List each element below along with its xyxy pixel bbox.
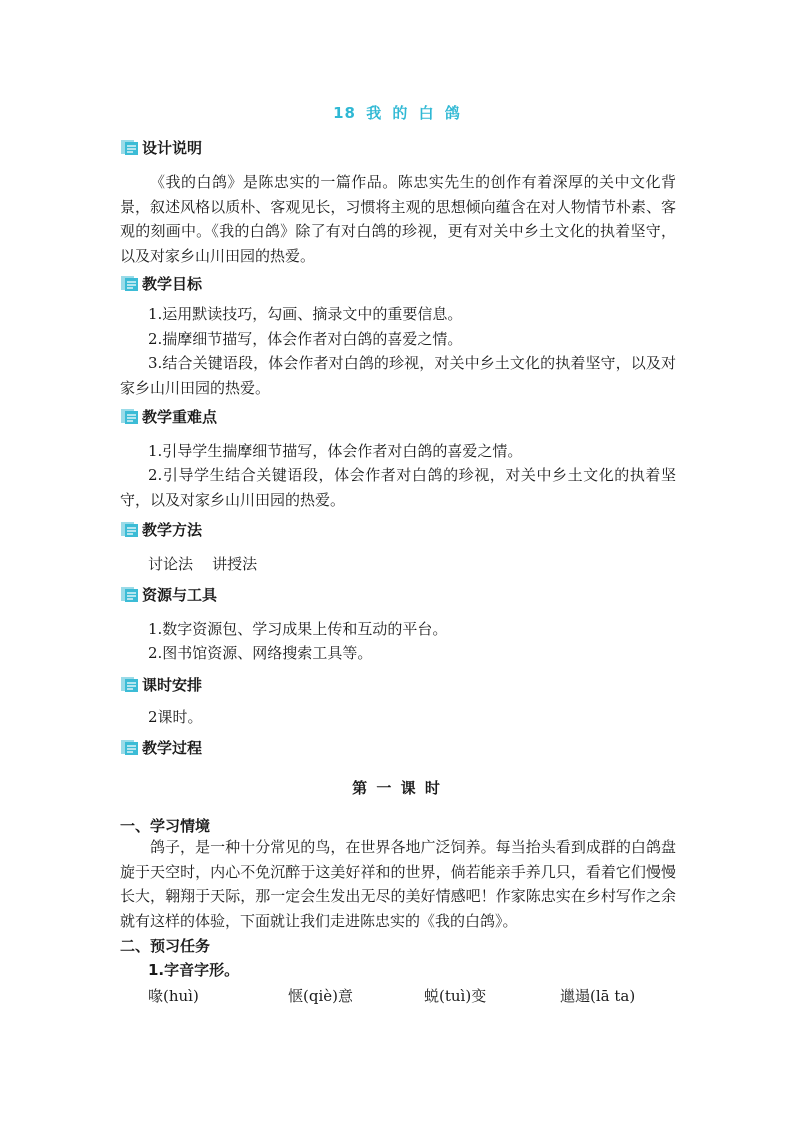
- section-label: 设计说明: [142, 138, 203, 157]
- part1-paragraph: 鸽子，是一种十分常见的鸟，在世界各地广泛饲养。每当抬头看到成群的白鸽盘旋于天空时，内心不免沉醉于这美好祥和的世界，倘若能亲手养几只，看着它们慢慢长大，翱翔于天际，那一定会生发出无尽的美好情感吧！作家陈忠实在乡村写作之余就有这样的体验，下面就让我们走进陈忠实的《我的白鸽》。: [120, 838, 676, 930]
- word-item: 蜕(tuì)变: [424, 987, 487, 1005]
- goal-item: 2.揣摩细节描写，体会作者对白鸽的喜爱之情。: [148, 330, 463, 348]
- goal-item: 3.结合关键语段，体会作者对白鸽的珍视，对关中乡土文化的执着坚守，以及对家乡山川田园的热爱。: [120, 354, 676, 397]
- section-label: 教学方法: [142, 520, 203, 539]
- word-item: 惬(qiè)意: [288, 987, 353, 1005]
- section-hours: [120, 673, 202, 695]
- word-item: 邋遢(lā ta): [560, 987, 636, 1005]
- section-label: 教学过程: [142, 738, 203, 757]
- book-icon: [120, 137, 140, 157]
- goal-item: 1.运用默读技巧，勾画、摘录文中的重要信息。: [148, 305, 463, 323]
- section-resources: [120, 583, 217, 605]
- section-label: 资源与工具: [142, 585, 218, 604]
- book-icon: [120, 273, 140, 293]
- section-label: 教学重难点: [142, 407, 218, 426]
- methods-text: 讨论法 讲授法: [148, 555, 258, 573]
- keypoint-item: 1.引导学生揣摩细节描写，体会作者对白鸽的喜爱之情。: [148, 442, 523, 460]
- book-icon: [120, 519, 140, 539]
- hours-text: 2课时。: [148, 708, 203, 726]
- lesson-subtitle: 第 一 课 时: [352, 779, 442, 797]
- resource-item: 1.数字资源包、学习成果上传和互动的平台。: [148, 620, 448, 638]
- book-icon: [120, 674, 140, 694]
- section-goals: [120, 272, 202, 294]
- lesson-title: 18 我 的 白 鸽: [333, 104, 461, 122]
- section-keypoints: [120, 405, 217, 427]
- book-icon: [120, 406, 140, 426]
- section-label: 教学目标: [142, 274, 203, 293]
- part1-heading: 一、学习情境: [120, 817, 211, 835]
- part2-heading: 二、预习任务: [120, 937, 211, 955]
- book-icon: [120, 737, 140, 757]
- section-label: 课时安排: [142, 675, 203, 694]
- keypoint-item: 2.引导学生结合关键语段，体会作者对白鸽的珍视，对关中乡土文化的执着坚守，以及对家乡山川田园的热爱。: [120, 466, 676, 509]
- section-methods: [120, 518, 202, 540]
- section-design: [120, 136, 202, 158]
- section-process: [120, 736, 202, 758]
- word-item: 喙(huì): [148, 987, 199, 1005]
- resource-item: 2.图书馆资源、网络搜索工具等。: [148, 644, 373, 662]
- part2-subheading: 1.字音字形。: [148, 961, 240, 979]
- design-paragraph: 《我的白鸽》是陈忠实的一篇作品。陈忠实先生的创作有着深厚的关中文化背景，叙述风格以质朴、客观见长，习惯将主观的思想倾向蕴含在对人物情节朴素、客观的刻画中。《我的白鸽》除了有对白鸽的珍视，更有对关中乡土文化的执着坚守，以及对家乡山川田园的热爱。: [120, 173, 676, 265]
- book-icon: [120, 584, 140, 604]
